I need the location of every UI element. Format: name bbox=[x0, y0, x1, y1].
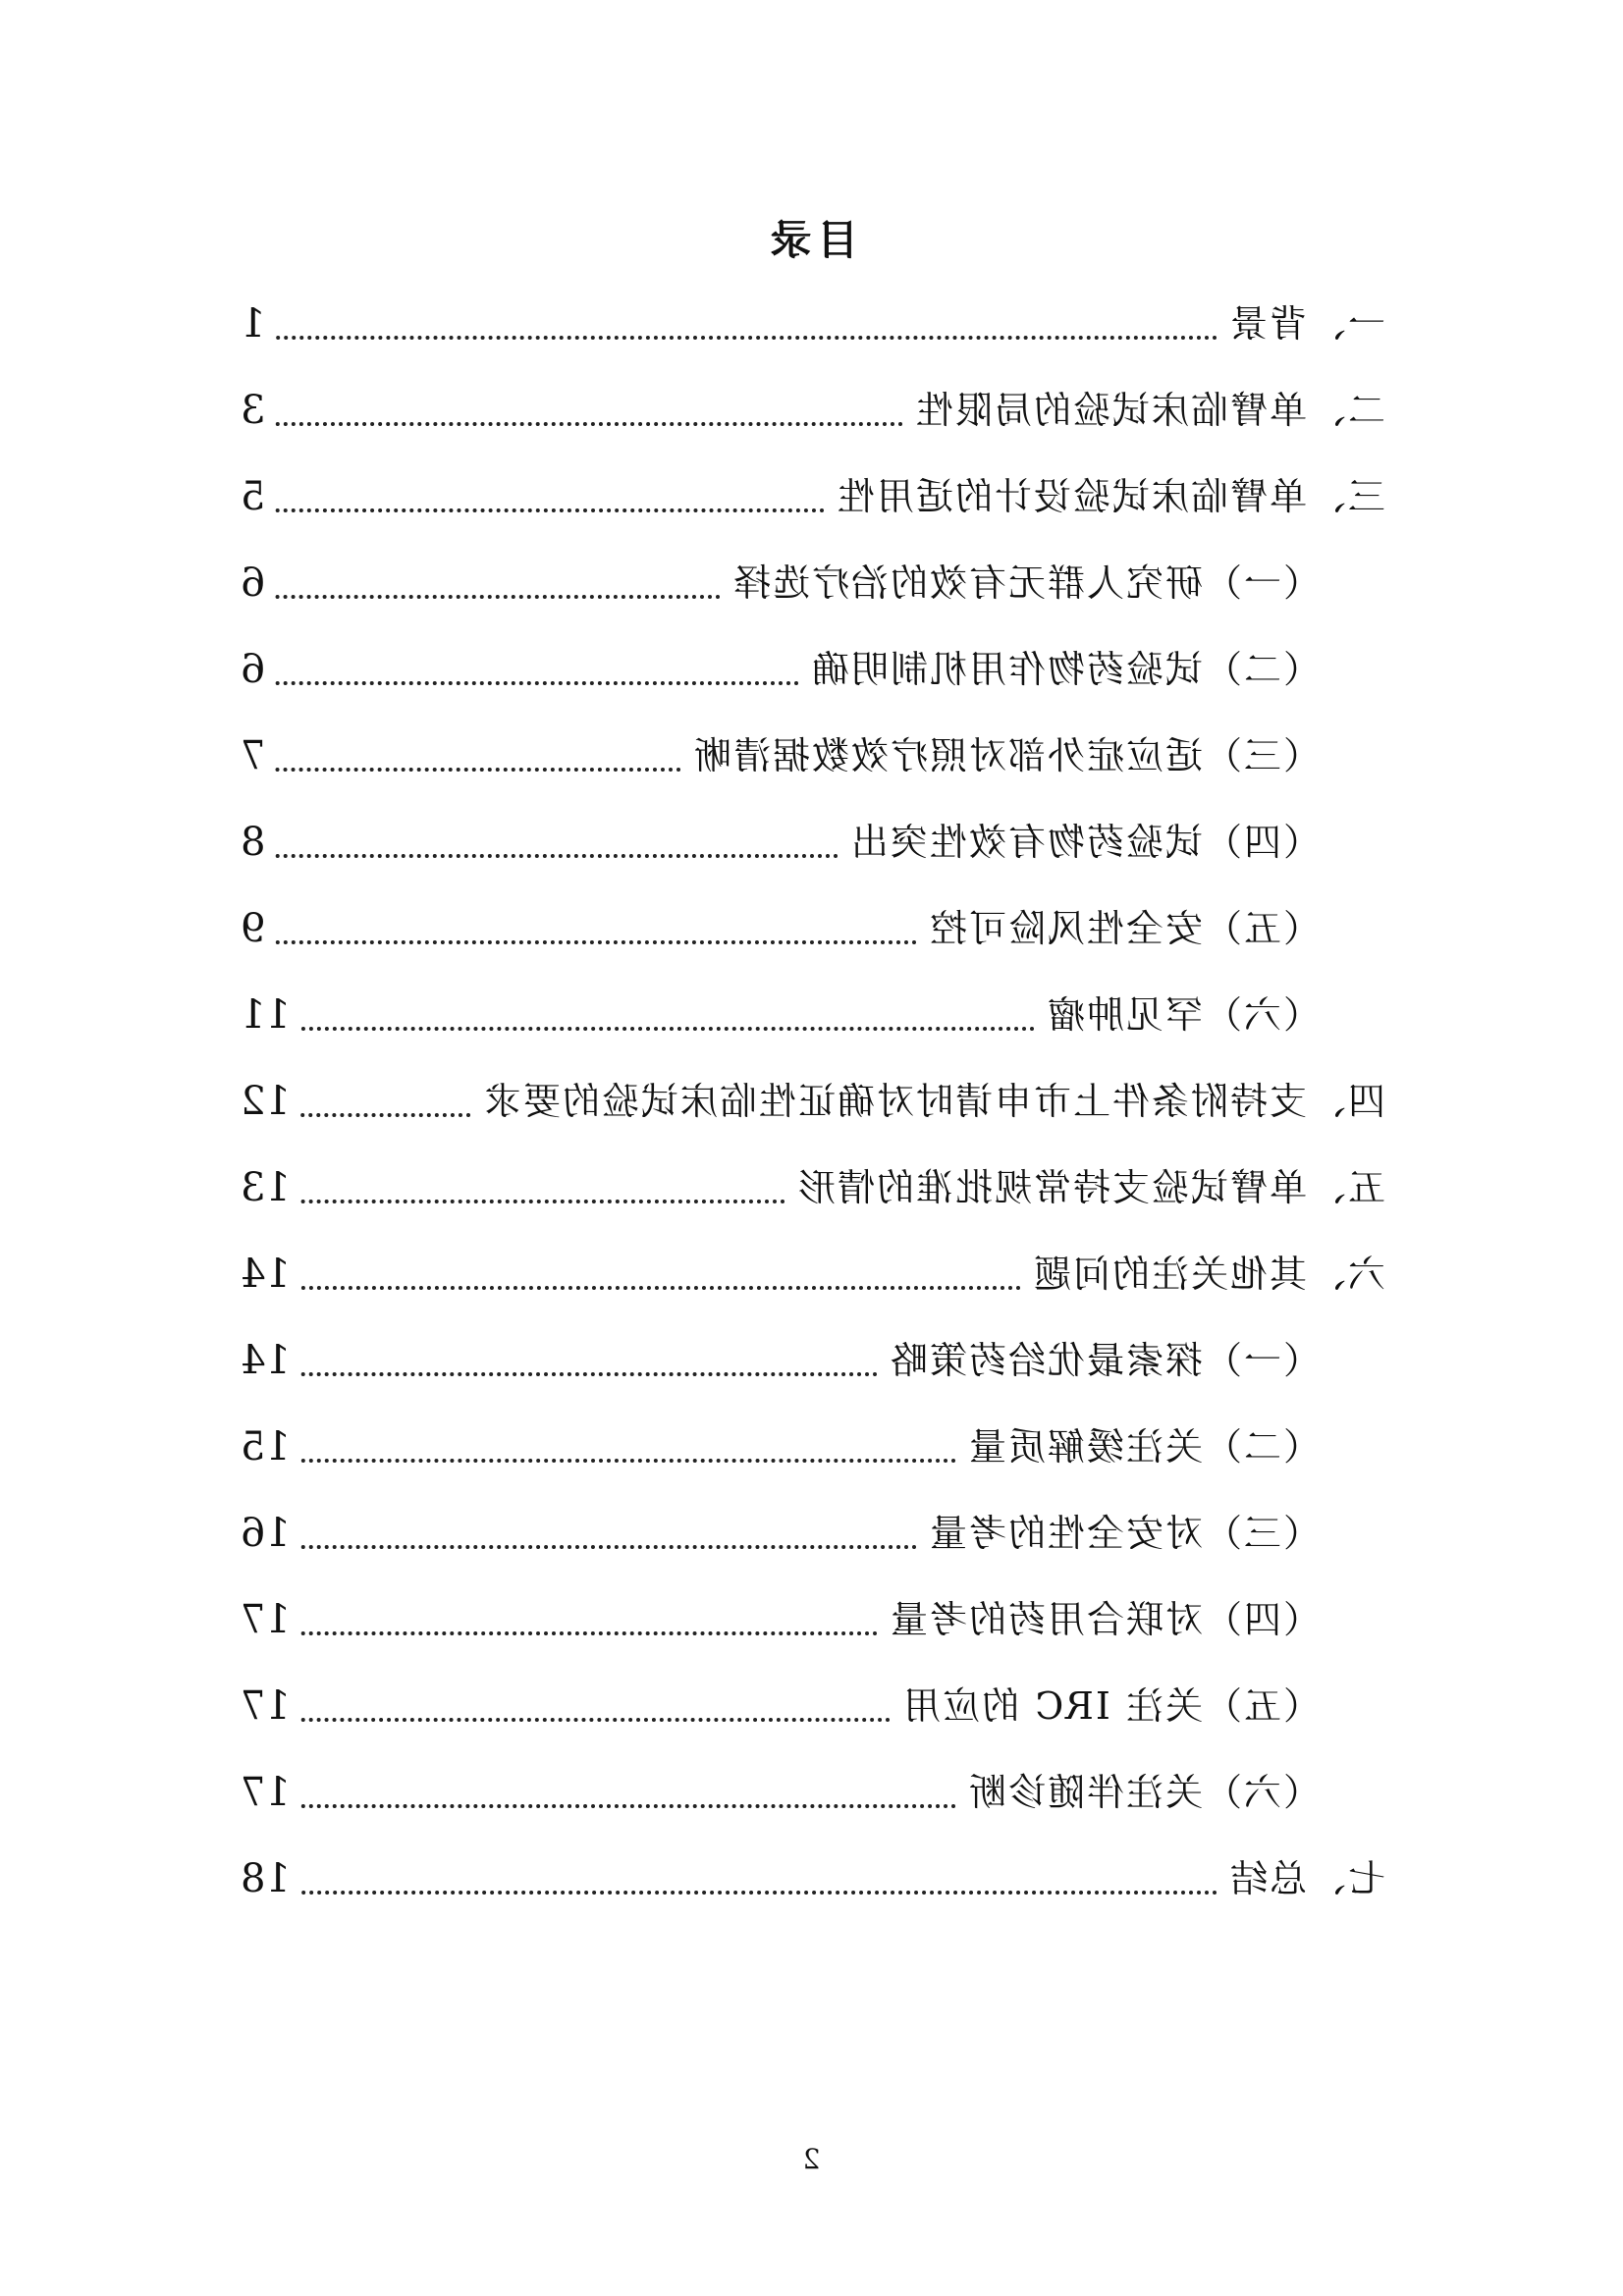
toc-entry-page: 17 bbox=[241, 1770, 291, 1815]
toc-entry[interactable] bbox=[241, 381, 1385, 440]
toc-leader-dots bbox=[275, 595, 720, 599]
toc-leader-dots bbox=[275, 508, 824, 512]
toc-entry-label: （三）适应症外部对照疗效数据清晰 bbox=[691, 734, 1321, 777]
toc-entry-page: 3 bbox=[241, 388, 266, 433]
toc-leader-dots bbox=[275, 940, 916, 944]
toc-entry-page: 6 bbox=[241, 561, 266, 606]
toc-entry-label: （二）关注缓解质量 bbox=[966, 1425, 1321, 1468]
page-number: 2 bbox=[802, 2143, 821, 2175]
toc-entry[interactable] bbox=[241, 1245, 1385, 1304]
toc-entry-label: 二、单臂临床试验的局限性 bbox=[913, 389, 1385, 432]
toc-entry[interactable] bbox=[241, 813, 1321, 872]
toc-entry[interactable] bbox=[241, 1590, 1321, 1649]
toc-leader-dots bbox=[300, 1113, 470, 1117]
toc-entry-label: 三、单臂临床试验设计的适用性 bbox=[835, 475, 1385, 518]
toc-entry[interactable] bbox=[241, 986, 1321, 1044]
toc-entry-page: 12 bbox=[241, 1079, 291, 1124]
toc-entry-label: （五）关注 IRC 的应用 bbox=[901, 1684, 1321, 1728]
toc-entry-page: 17 bbox=[241, 1597, 291, 1642]
toc-leader-dots bbox=[300, 1200, 784, 1203]
toc-entry-page: 16 bbox=[241, 1511, 291, 1556]
toc-entry[interactable] bbox=[241, 1849, 1385, 1908]
toc-leader-dots bbox=[300, 1459, 955, 1463]
toc-leader-dots bbox=[275, 336, 1217, 340]
toc-entry[interactable] bbox=[241, 899, 1321, 958]
toc-entry[interactable] bbox=[241, 726, 1321, 785]
toc-entry-page: 18 bbox=[241, 1856, 291, 1901]
toc-entry[interactable] bbox=[241, 467, 1385, 526]
toc-entry-label: （四）试验药物有效性突出 bbox=[848, 821, 1321, 864]
toc-leader-dots bbox=[275, 854, 838, 858]
toc-entry[interactable] bbox=[241, 554, 1321, 613]
toc-entry[interactable] bbox=[241, 1763, 1321, 1822]
toc-entry[interactable] bbox=[241, 1504, 1321, 1563]
toc-leader-dots bbox=[300, 1027, 1034, 1031]
toc-entry[interactable] bbox=[241, 1072, 1385, 1131]
toc-entry-page: 6 bbox=[241, 647, 266, 692]
toc-leader-dots bbox=[300, 1891, 1217, 1895]
toc-entry-page: 9 bbox=[241, 906, 266, 951]
toc-entry-label: （三）对安全性的考量 bbox=[927, 1512, 1321, 1555]
toc-leader-dots bbox=[300, 1804, 955, 1808]
toc-entry-page: 17 bbox=[241, 1683, 291, 1729]
toc-entry-page: 7 bbox=[241, 733, 266, 778]
toc-entry[interactable] bbox=[241, 1677, 1321, 1735]
toc-leader-dots bbox=[300, 1545, 916, 1549]
toc-entry-label: （一）探索最优给药策略 bbox=[888, 1339, 1321, 1382]
toc-entry-page: 14 bbox=[241, 1338, 291, 1383]
toc-leader-dots bbox=[300, 1631, 877, 1635]
toc-entry-label: （五）安全性风险可控 bbox=[927, 907, 1321, 950]
toc-entry-label: 一、背景 bbox=[1227, 302, 1385, 346]
toc-entry-label: 六、其他关注的问题 bbox=[1031, 1253, 1385, 1296]
toc-entry-page: 14 bbox=[241, 1252, 291, 1297]
toc-entry-label: 五、单臂试验支持常规批准的情形 bbox=[795, 1166, 1385, 1209]
toc-entry-page: 15 bbox=[241, 1424, 291, 1469]
toc-entry-label: 七、总结 bbox=[1227, 1857, 1385, 1900]
toc-entry-page: 8 bbox=[241, 820, 266, 865]
toc-leader-dots bbox=[300, 1286, 1020, 1290]
toc-entry-page: 5 bbox=[241, 474, 266, 519]
toc-leader-dots bbox=[300, 1718, 890, 1722]
toc-entry[interactable] bbox=[241, 1331, 1321, 1390]
toc-entry-label: （六）罕见肿瘤 bbox=[1045, 993, 1321, 1037]
toc-entry-page: 13 bbox=[241, 1165, 291, 1210]
toc-entry-label: （四）对联合用药的考量 bbox=[888, 1598, 1321, 1641]
toc-entry[interactable] bbox=[241, 294, 1385, 353]
toc-entry[interactable] bbox=[241, 640, 1321, 699]
toc-entry-label: （二）试验药物作用机制明确 bbox=[809, 648, 1321, 691]
toc-leader-dots bbox=[275, 768, 680, 772]
toc-title: 目录 bbox=[764, 216, 859, 264]
toc-leader-dots bbox=[275, 422, 902, 426]
toc-entry-page: 1 bbox=[241, 301, 266, 347]
toc-entry[interactable] bbox=[241, 1417, 1321, 1476]
toc-leader-dots bbox=[300, 1372, 877, 1376]
toc-entry-label: （六）关注伴随诊断 bbox=[966, 1771, 1321, 1814]
toc-entry-label: 四、支持附条件上市申请时对确证性临床试验的要求 bbox=[481, 1080, 1385, 1123]
toc-leader-dots bbox=[275, 681, 798, 685]
toc-entry[interactable] bbox=[241, 1158, 1385, 1217]
toc-entry-page: 11 bbox=[241, 992, 291, 1038]
toc-entry-label: （一）研究人群无有效的治疗选择 bbox=[730, 561, 1321, 605]
